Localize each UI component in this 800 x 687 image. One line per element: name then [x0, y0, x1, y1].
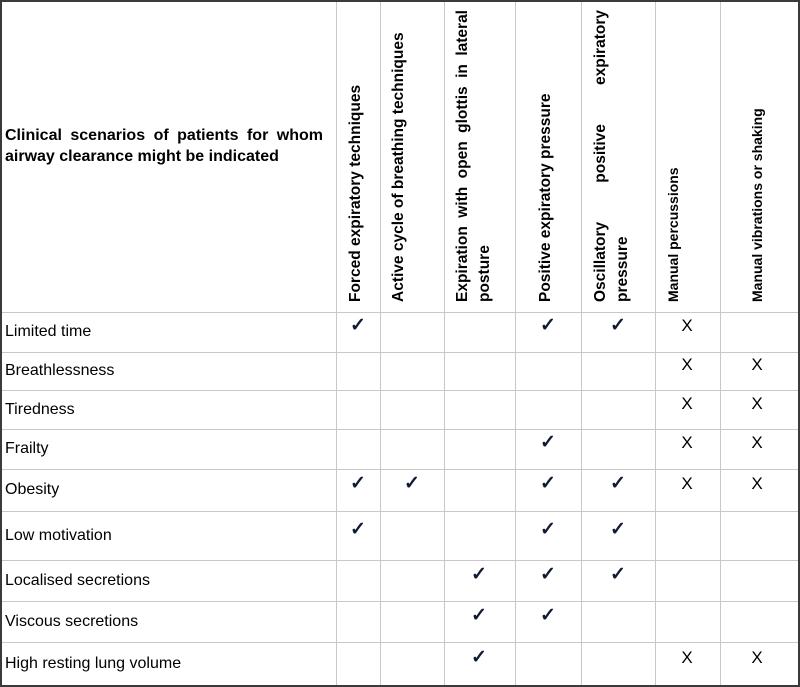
- check-mark-icon: ✓: [610, 518, 626, 540]
- row-label: Limited time: [5, 323, 92, 340]
- check-mark-icon: ✓: [610, 315, 626, 336]
- check-mark-icon: ✓: [471, 646, 487, 668]
- x-mark: X: [681, 647, 693, 667]
- x-mark: X: [751, 474, 763, 493]
- x-mark: X: [681, 393, 693, 413]
- check-mark-icon: ✓: [610, 473, 626, 494]
- row-label: High resting lung volume: [5, 654, 182, 672]
- column-header-manual-percussions: Manual percussions: [665, 167, 681, 302]
- x-mark: X: [681, 433, 693, 452]
- check-mark-icon: ✓: [350, 315, 366, 336]
- column-header-oscillatory-pep: Oscillatory positive expiratory pressure: [592, 10, 631, 302]
- x-mark: X: [681, 474, 693, 493]
- x-mark: X: [681, 316, 693, 335]
- column-header-manual-vibrations: Manual vibrations or shaking: [749, 108, 765, 302]
- check-mark-icon: ✓: [471, 563, 487, 585]
- check-mark-icon: ✓: [471, 604, 487, 626]
- check-mark-icon: ✓: [540, 604, 556, 626]
- row-label: Obesity: [5, 481, 60, 498]
- row-label: Breathlessness: [5, 362, 115, 379]
- x-mark: X: [751, 647, 763, 667]
- column-header-expiration-open-glottis: Expiration with open glottis in lateral posture: [454, 10, 493, 302]
- row-label: Tiredness: [5, 400, 75, 418]
- row-label: Viscous secretions: [5, 612, 139, 630]
- check-mark-icon: ✓: [540, 563, 556, 585]
- row-label: Frailty: [5, 440, 49, 457]
- row-label: Localised secretions: [5, 571, 150, 589]
- x-mark: X: [751, 433, 763, 452]
- row-label: Low motivation: [5, 526, 112, 544]
- x-mark: X: [681, 355, 693, 374]
- check-mark-icon: ✓: [540, 432, 556, 453]
- column-header-active-cycle: Active cycle of breathing techniques: [390, 32, 407, 302]
- check-mark-icon: ✓: [610, 563, 626, 585]
- check-mark-icon: ✓: [350, 518, 366, 540]
- column-header-positive-expiratory: Positive expiratory pressure: [537, 93, 554, 302]
- check-mark-icon: ✓: [540, 473, 556, 494]
- check-mark-icon: ✓: [350, 473, 366, 494]
- x-mark: X: [751, 355, 763, 374]
- scenario-column-header: Clinical scenarios of patients for whom airway clearance might be indicated: [5, 127, 323, 165]
- column-header-forced-expiratory: Forced expiratory techniques: [347, 84, 364, 302]
- check-mark-icon: ✓: [404, 473, 420, 494]
- x-mark: X: [751, 393, 763, 413]
- check-mark-icon: ✓: [540, 518, 556, 540]
- check-mark-icon: ✓: [540, 315, 556, 336]
